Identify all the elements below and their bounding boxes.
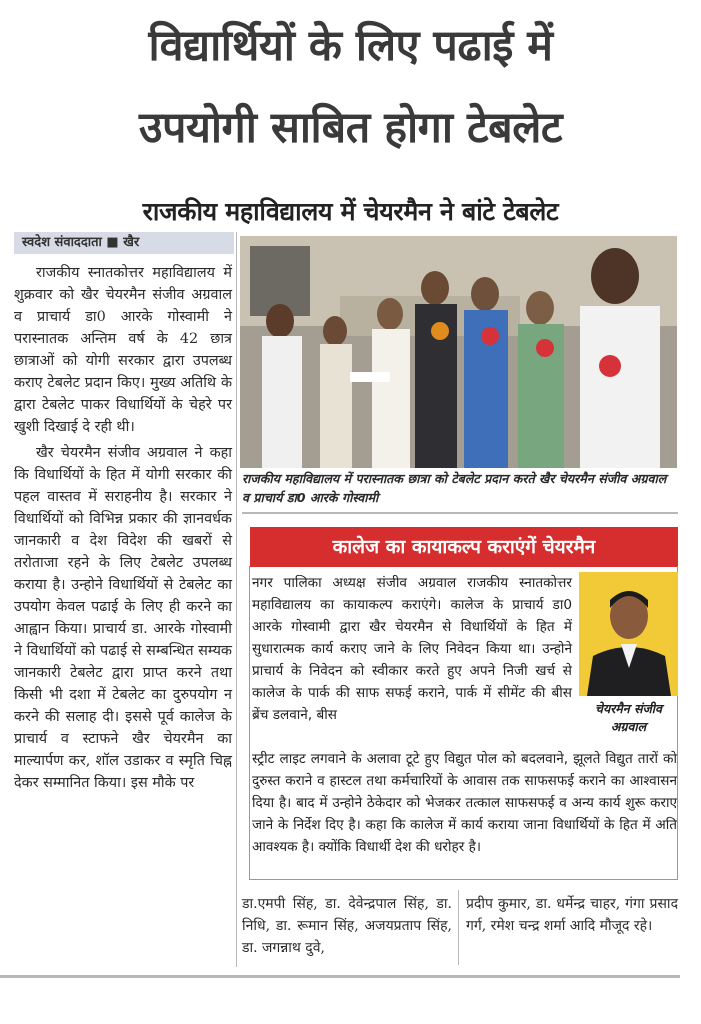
body-left-column [14,262,232,798]
caption-divider [242,512,678,514]
headline-line-1: विद्यार्थियों के लिए पढाई में [148,21,553,71]
bottom-column-2: प्रदीप कुमार, डा. धर्मेन्द्र चाहर, गंगा प्रसाद गर्ग, रमेश चन्द्र शर्मा आदि मौजूद रहे। [466,896,678,934]
subheadline: राजकीय महाविद्यालय में चेयरमैन ने बांटे टेबलेट [142,197,559,226]
bottom-divider [458,890,459,965]
byline: स्वदेश संवाददाता ■ खैर [14,232,234,254]
chairman-portrait [579,572,678,696]
body-paragraph-2: खैर चेयरमैन संजीव अग्रवाल ने कहा कि विधार्थियों के हित में योगी सरकार की पहल वास्तव में सराहनीय है। सरकार ने विधार्थियों को विभिन्न प्रकार की ज्ञानवर्धक जानकारी व देश विदेश की खबरों से तरोताजा रहने के लिए टेबलेट उपलब्ध कराया है। उन्होने विधार्थियों से टेबलेट का उपयोग केवल पढाई के लिए ही करने का आह्वान किया। प्राचार्य डा. आरके गोस्वामी ने विधार्थियों को पढाई से सम्बन्धित सम्यक जानकारी टेबलेट द्वारा प्राप्त करने तथा किसी भी दशा में टेबलेट का दुरुपयोग न करने की सलाह दी। इससे पूर्व कालेज के प्राचार्य व स्टाफने खैर चेयरमैन का माल्यार्पण कर, शॉल उडाकर व स्मृति चिह्न देकर सम्मानित किया। इस मौके पर [14,445,232,791]
box-text-top: नगर पालिका अध्यक्ष संजीव अग्रवाल राजकीय स्नातकोत्तर महाविद्यालय का कायाकल्प कराएंगे। कालेज के प्राचार्य डा0 आरके गोस्वामी द्वारा खैर चेयरमैन से विधार्थियों के हित में सुधारात्मक कार्य कराए जाने के लिए निवेदन किया था। उन्होने प्राचार्य के निवेदन को स्वीकार करते हुए अपने निजी खर्च से कालेज के पार्क की साफ सफई कराने, पार्क में सीमेंट की बीस ब्रेंच डलवाने, बीस [252,575,572,723]
event-photo [240,236,677,468]
body-paragraph-1: राजकीय स्नातकोत्तर महाविद्यालय में शुक्रवार को खैर चेयरमैन संजीव अग्रवाल व प्राचार्य डा0 आरके गोस्वामी ने परास्नातक अन्तिम वर्ष के 42 छात्र छात्राओं को योगी सरकार द्वारा उपलब्ध कराए टेबलेट प्रदान किए। मुख्य अतिथि के द्वारा टेबलेट पाकर विधार्थियों के चेहरे पर खुशी दिखाई दे रही थी। [14,265,232,435]
page-bottom-rule [0,975,680,978]
event-photo-illustration [240,236,677,468]
column-divider [236,232,237,967]
portrait-illustration [579,572,678,696]
box-banner: कालेज का कायाकल्प कराएंगें चेयरमैन [250,527,678,567]
box-text-bottom: स्ट्रीट लाइट लगवाने के अलावा टूटे हुए विद्युत पोल को बदलवाने, झूलते विद्युत तारों को दुरुस्त कराने व हास्टल तथा कर्मचारियों के आवास तक साफसफई कराने का आश्वासन दिया है। बाद में उन्होने ठेकेदार को भेजकर तत्काल साफसफई व अन्य कार्य शुरू कराए जाने के निर्देश दिए है। कहा कि कालेज में कार्य कराया जाना विधार्थियों के हित में अति आवश्यक है। क्योंकि विधार्थी देश की धरोहर है। [252,751,677,855]
portrait-caption: चेयरमैन संजीव अग्रवाल [595,701,662,734]
photo-caption: राजकीय महाविद्यालय में परास्नातक छात्रा को टेबलेट प्रदान करते खैर चेयरमैन संजीव अग्रवाल व प्राचार्य डा0 आरके गोस्वामी [242,471,667,505]
bottom-column-1: डा.एमपी सिंह, डा. देवेन्द्रपाल सिंह, डा. निधि, डा. रूमान सिंह, अजयप्रताप सिंह, डा. जगन्नाथ दुवे, [242,896,452,956]
headline-line-2: उपयोगी साबित होगा टेबलेट [138,103,563,153]
